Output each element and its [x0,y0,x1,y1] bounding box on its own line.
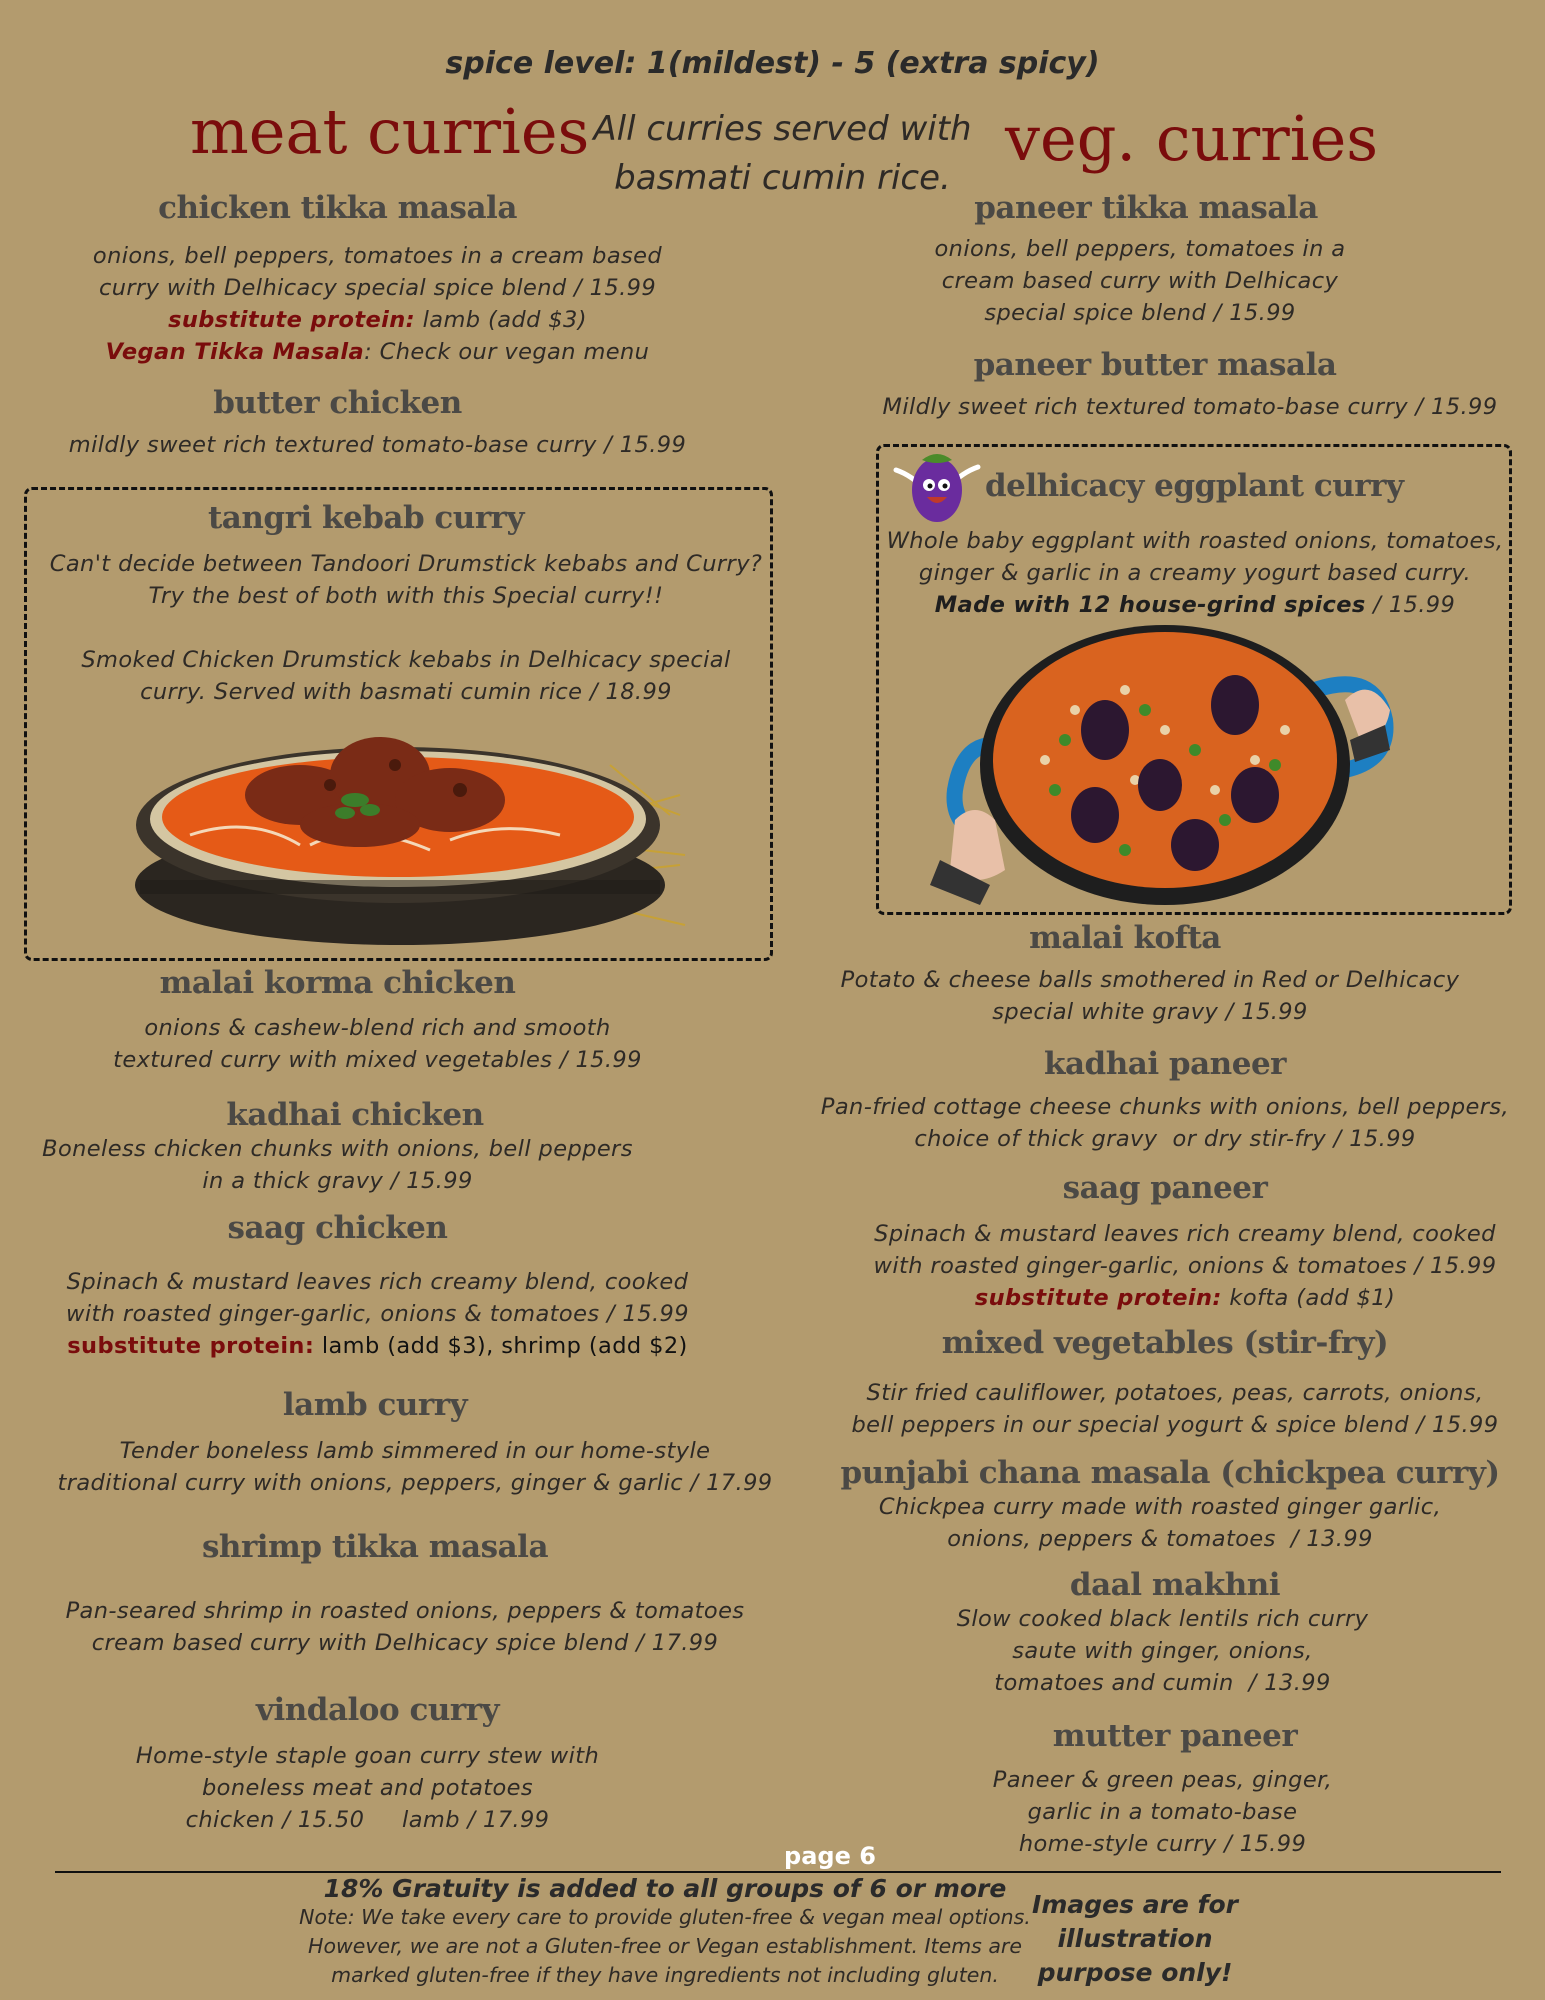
item-name: shrimp tikka masala [201,1529,549,1565]
desc-line: special spice blend / 15.99 [984,300,1296,326]
substitute-text: kofta (add $1) [1221,1285,1396,1311]
item-punjabi-chana-masala [790,1455,1545,1555]
rice-note-line1: All curries served with [593,109,972,149]
item-desc [775,1603,1545,1699]
desc-line: tomatoes and cumin / 13.99 [994,1670,1331,1696]
item-desc [770,1491,1545,1555]
note-line: Note: We take every care to provide gluten-free & vegan meal options. [299,1905,1031,1929]
desc-line: chicken / 15.50 lamb / 17.99 [185,1807,550,1833]
item-name: delhicacy eggplant curry [985,468,1404,504]
item-malai-kofta [800,920,1500,1028]
vegan-line [15,336,740,368]
item-desc [800,964,1500,1028]
vegan-text: : Check our vegan menu [364,339,650,365]
desc-line: Whole baby eggplant with roasted onions, tomatoes, [886,528,1504,554]
substitute-text: lamb (add $3) [415,307,587,333]
substitute-text: lamb (add $3), shrimp (add $2) [314,1333,688,1359]
item-desc [820,1218,1545,1314]
item-name: vindaloo curry [255,1692,500,1728]
item-name: saag paneer [1062,1170,1268,1206]
gratuity-note: 18% Gratuity is added to all groups of 6 or more [323,1874,1007,1903]
disclaimer-line: purpose only! [1037,1958,1233,1987]
item-kadhai-paneer [790,1046,1545,1155]
item-desc [0,1740,740,1836]
item-name: mixed vegetables (stir-fry) [941,1325,1389,1361]
item-desc [0,1595,820,1659]
item-eggplant-curry-title [985,468,1404,504]
desc-line: Tender boneless lamb simmered in our home-style [119,1438,711,1464]
item-name: paneer tikka masala [974,190,1318,226]
desc-line: in a thick gravy / 15.99 [202,1168,473,1194]
desc-line: cream based curry with Delhicacy [941,268,1339,294]
desc-line: curry. Served with basmati cumin rice / 18.99 [140,679,672,705]
item-lamb-curry [30,1387,800,1499]
desc-line: choice of thick gravy or dry stir-fry / 15.99 [914,1126,1416,1152]
desc-line: curry with Delhicacy special spice blend / 15.99 [98,275,657,301]
item-name: daal makhni [1069,1567,1281,1603]
item-name: saag chicken [227,1210,448,1246]
item-desc: Mildly sweet rich textured tomato-base curry / 15.99 [882,394,1498,420]
desc-line: Spinach & mustard leaves rich creamy blend, cooked [66,1269,689,1295]
item-name: punjabi chana masala (chickpea curry) [840,1455,1500,1491]
desc-line: Stir fried cauliflower, potatoes, peas, carrots, onions, [866,1380,1484,1406]
disclaimer-line: illustration [1057,1924,1213,1953]
item-desc [15,1266,740,1362]
item-kadhai-chicken [15,1097,740,1197]
substitute-label: substitute protein: [974,1285,1222,1311]
desc-line: saute with ginger, onions, [1012,1638,1313,1664]
rice-note [570,105,995,203]
desc-line: onions, bell peppers, tomatoes in a [934,236,1346,262]
page-number: page 6 [784,1842,876,1870]
item-shrimp-tikka-masala [30,1529,820,1659]
desc-line: traditional curry with onions, peppers, ginger & garlic / 17.99 [57,1470,773,1496]
item-name: kadhai chicken [226,1097,484,1133]
substitute-line [15,304,740,336]
spice-level-note: spice level: 1(mildest) - 5 (extra spicy) [445,46,1100,81]
item-mutter-paneer [810,1718,1545,1860]
meat-curries-title: meat curries [190,95,590,168]
desc-line: Try the best of both with this Special curry!! [148,583,664,609]
item-tangri-kebab-curry [28,500,784,708]
item-name: chicken tikka masala [158,190,517,226]
desc-line: boneless meat and potatoes [201,1775,534,1801]
item-desc [780,1091,1545,1155]
item-name: tangri kebab curry [207,500,525,536]
item-name: mutter paneer [1052,1718,1298,1754]
desc-line: cream based curry with Delhicacy spice blend / 17.99 [91,1630,719,1656]
desc-line: Pan-fried cottage cheese chunks with onions, bell peppers, [820,1094,1510,1120]
item-desc: mildly sweet rich textured tomato-base curry / 15.99 [68,432,687,458]
item-saag-paneer [790,1170,1545,1314]
desc-line: Spinach & mustard leaves rich creamy blend, cooked [874,1221,1496,1247]
desc-line: Smoked Chicken Drumstick kebabs in Delhicacy special [81,647,731,673]
item-eggplant-desc [880,525,1510,621]
item-mixed-vegetables [790,1325,1545,1441]
item-vindaloo-curry [15,1692,740,1836]
item-desc [28,548,784,708]
desc-line: home-style curry / 15.99 [1018,1831,1307,1857]
tangri-kebab-plate-image [130,705,700,945]
desc-line: Boneless chicken chunks with onions, bell peppers [42,1136,633,1162]
footer-divider [55,1871,1501,1873]
item-malai-korma-chicken [15,965,740,1076]
disclaimer-line: Images are for [1032,1890,1238,1919]
item-name: malai kofta [1029,920,1221,956]
desc-line: Potato & cheese balls smothered in Red or Delhicacy [840,967,1460,993]
item-desc [15,240,740,368]
desc-line: Chickpea curry made with roasted ginger garlic, [878,1494,1442,1520]
substitute-label: substitute protein: [67,1333,315,1359]
eggplant-curry-pot-image [925,620,1410,905]
item-name: malai korma chicken [159,965,516,1001]
desc-line: onions, bell peppers, tomatoes in a cream based [92,243,663,269]
substitute-line [15,1330,740,1362]
desc-line: textured curry with mixed vegetables / 15.99 [113,1047,642,1073]
eggplant-mascot-icon [882,445,992,525]
desc-line: garlic in a tomato-base [1027,1799,1298,1825]
desc-line: bell peppers in our special yogurt & spice blend / 15.99 [851,1412,1499,1438]
substitute-line [820,1282,1545,1314]
substitute-label: substitute protein: [168,307,416,333]
price: / 15.99 [1365,592,1456,618]
note-line: However, we are not a Gluten-free or Vegan establishment. Items are [308,1934,1022,1958]
desc-line: Paneer & green peas, ginger, [992,1767,1333,1793]
note-line: marked gluten-free if they have ingredients not including gluten. [331,1963,999,1987]
desc-line: Can't decide between Tandoori Drumstick kebabs and Curry? [49,551,763,577]
item-butter-chicken [15,385,740,461]
desc-line: Slow cooked black lentils rich curry [956,1606,1369,1632]
item-desc [15,1012,740,1076]
vegan-label: Vegan Tikka Masala [105,339,365,365]
images-disclaimer [1015,1888,1255,1990]
veg-curries-title: veg. curries [1005,102,1379,175]
item-desc [0,1133,740,1197]
item-saag-chicken [15,1210,740,1362]
desc-line [880,589,1510,621]
desc-line: onions, peppers & tomatoes / 13.99 [947,1526,1373,1552]
gluten-vegan-note [270,1903,1060,1990]
desc-line: ginger & garlic in a creamy yogurt based curry. [918,560,1472,586]
desc-line: Home-style staple goan curry stew with [135,1743,600,1769]
item-chicken-tikka-masala [15,190,740,368]
desc-line: with roasted ginger-garlic, onions & tomatoes / 15.99 [66,1301,689,1327]
desc-line: with roasted ginger-garlic, onions & tomatoes / 15.99 [873,1253,1497,1279]
item-paneer-butter-masala [790,347,1530,423]
desc-line: special white gravy / 15.99 [992,999,1308,1025]
item-name: paneer butter masala [973,347,1337,383]
desc-line: Pan-seared shrimp in roasted onions, peppers & tomatoes [65,1598,745,1624]
item-name: butter chicken [213,385,462,421]
rice-note-line2: basmati cumin rice. [614,158,951,198]
item-name: kadhai paneer [1043,1046,1286,1082]
item-desc [760,233,1520,329]
item-paneer-tikka-masala [800,190,1520,329]
item-daal-makhni [810,1567,1545,1699]
item-desc [30,1435,800,1499]
item-name: lamb curry [282,1387,468,1423]
desc-line: onions & cashew-blend rich and smooth [144,1015,611,1041]
spice-note: Made with 12 house-grind spices [934,592,1366,618]
item-desc [800,1377,1545,1441]
